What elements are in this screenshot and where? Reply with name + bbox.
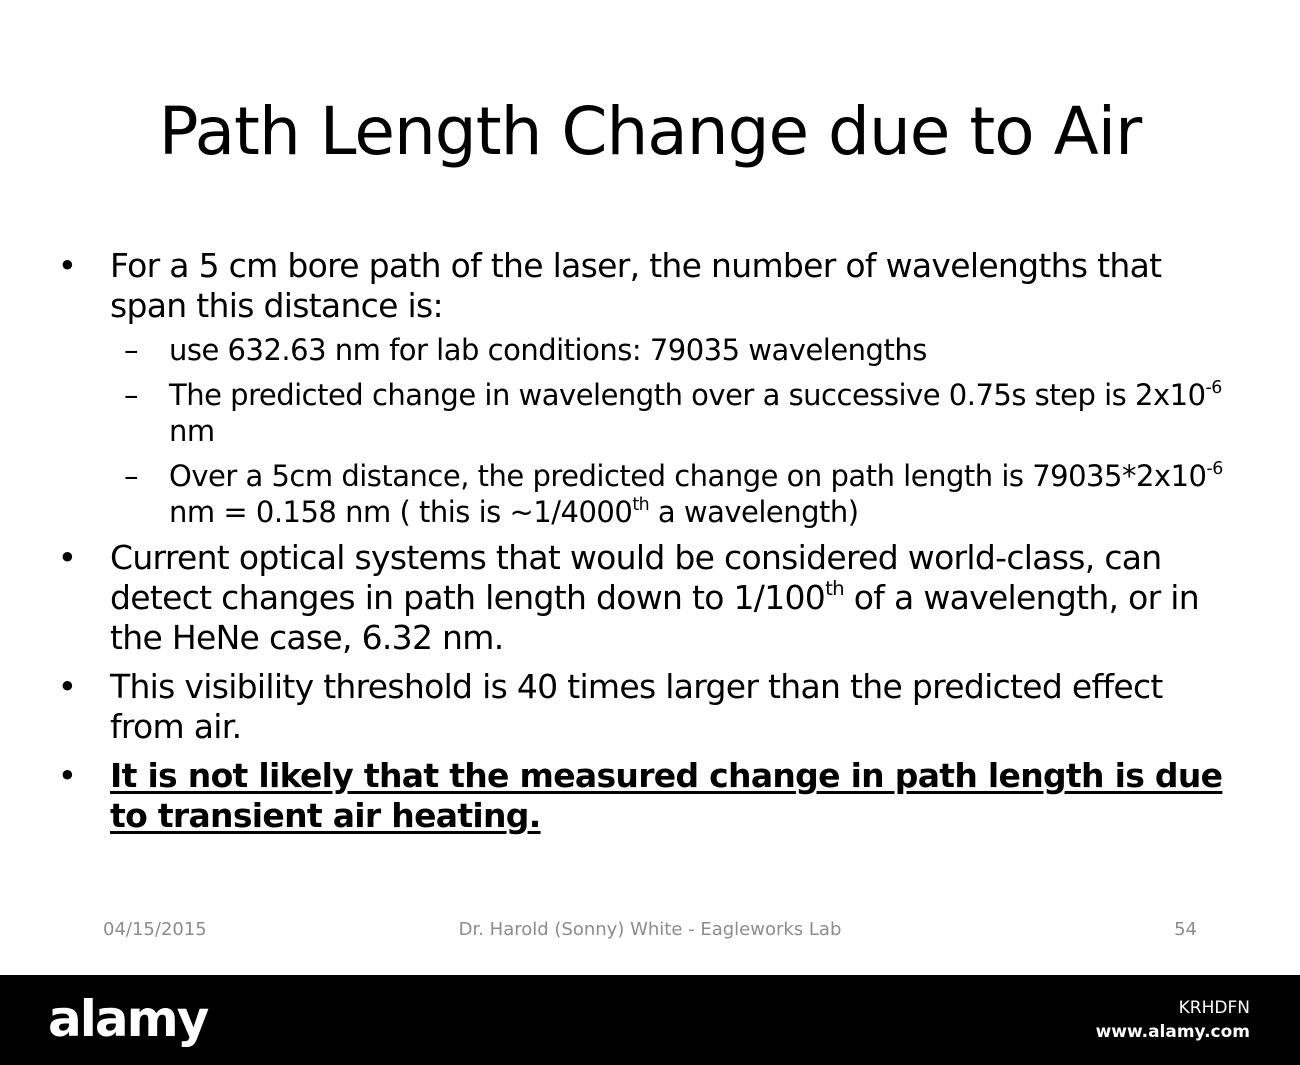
bullet-text-end: of a wavelength, or in the HeNe case, 6.32 nm. [110,578,1199,657]
sub-bullet-item [55,377,1245,449]
bullet-item [55,538,1245,658]
bullet-dot-icon: • [57,246,77,285]
bullet-item [55,246,1245,326]
sub-bullet-text: Over a 5cm distance, the predicted change on path length is 79035*2x10 [169,459,1207,493]
superscript: th [825,577,845,601]
conclusion-text: It is not likely that the measured change in path length is due to transient air heating. [110,756,1223,835]
image-id: KRHDFN [1178,998,1250,1018]
bullet-text: For a 5 cm bore path of the laser, the number of wavelengths that span this distance is: [110,246,1162,325]
sub-bullet-dash-icon: – [124,378,138,412]
site-url: www.alamy.com [1095,1022,1250,1042]
bullet-text: This visibility threshold is 40 times larger than the predicted effect from air. [110,667,1163,746]
alamy-logo: alamy [48,990,208,1048]
superscript: th [632,494,650,515]
sub-bullet-text-end: nm [169,414,215,448]
watermark-band [0,975,1300,1065]
sub-bullet-text: The predicted change in wavelength over a successive 0.75s step is 2x10 [169,378,1206,412]
sub-bullet-text-mid: nm = 0.158 nm ( this is ~1/4000 [169,495,633,529]
bullet-dot-icon: • [57,667,77,706]
superscript: -6 [1206,458,1223,479]
sub-bullet-text: use 632.63 nm for lab conditions: 79035 wavelengths [169,333,927,367]
superscript: -6 [1205,377,1222,398]
bullet-item [55,667,1245,747]
footer-author: Dr. Harold (Sonny) White - Eagleworks Lab [458,919,842,940]
bullet-item [55,756,1245,836]
bullet-dot-icon: • [57,538,77,577]
bullet-text: Current optical systems that would be considered world-class, can detect changes in path length down to 1/100 [110,538,1162,617]
footer-page-number: 54 [1174,919,1197,940]
slide-title: Path Length Change due to Air [158,93,1142,170]
sub-bullet-dash-icon: – [124,333,138,367]
sub-bullet-item [55,458,1245,530]
sub-bullet-item [55,332,1245,368]
sub-bullet-dash-icon: – [124,459,138,493]
footer-date: 04/15/2015 [103,919,207,940]
sub-bullet-text-end: a wavelength) [649,495,859,529]
bullet-list [55,246,1245,836]
bullet-dot-icon: • [57,756,77,795]
